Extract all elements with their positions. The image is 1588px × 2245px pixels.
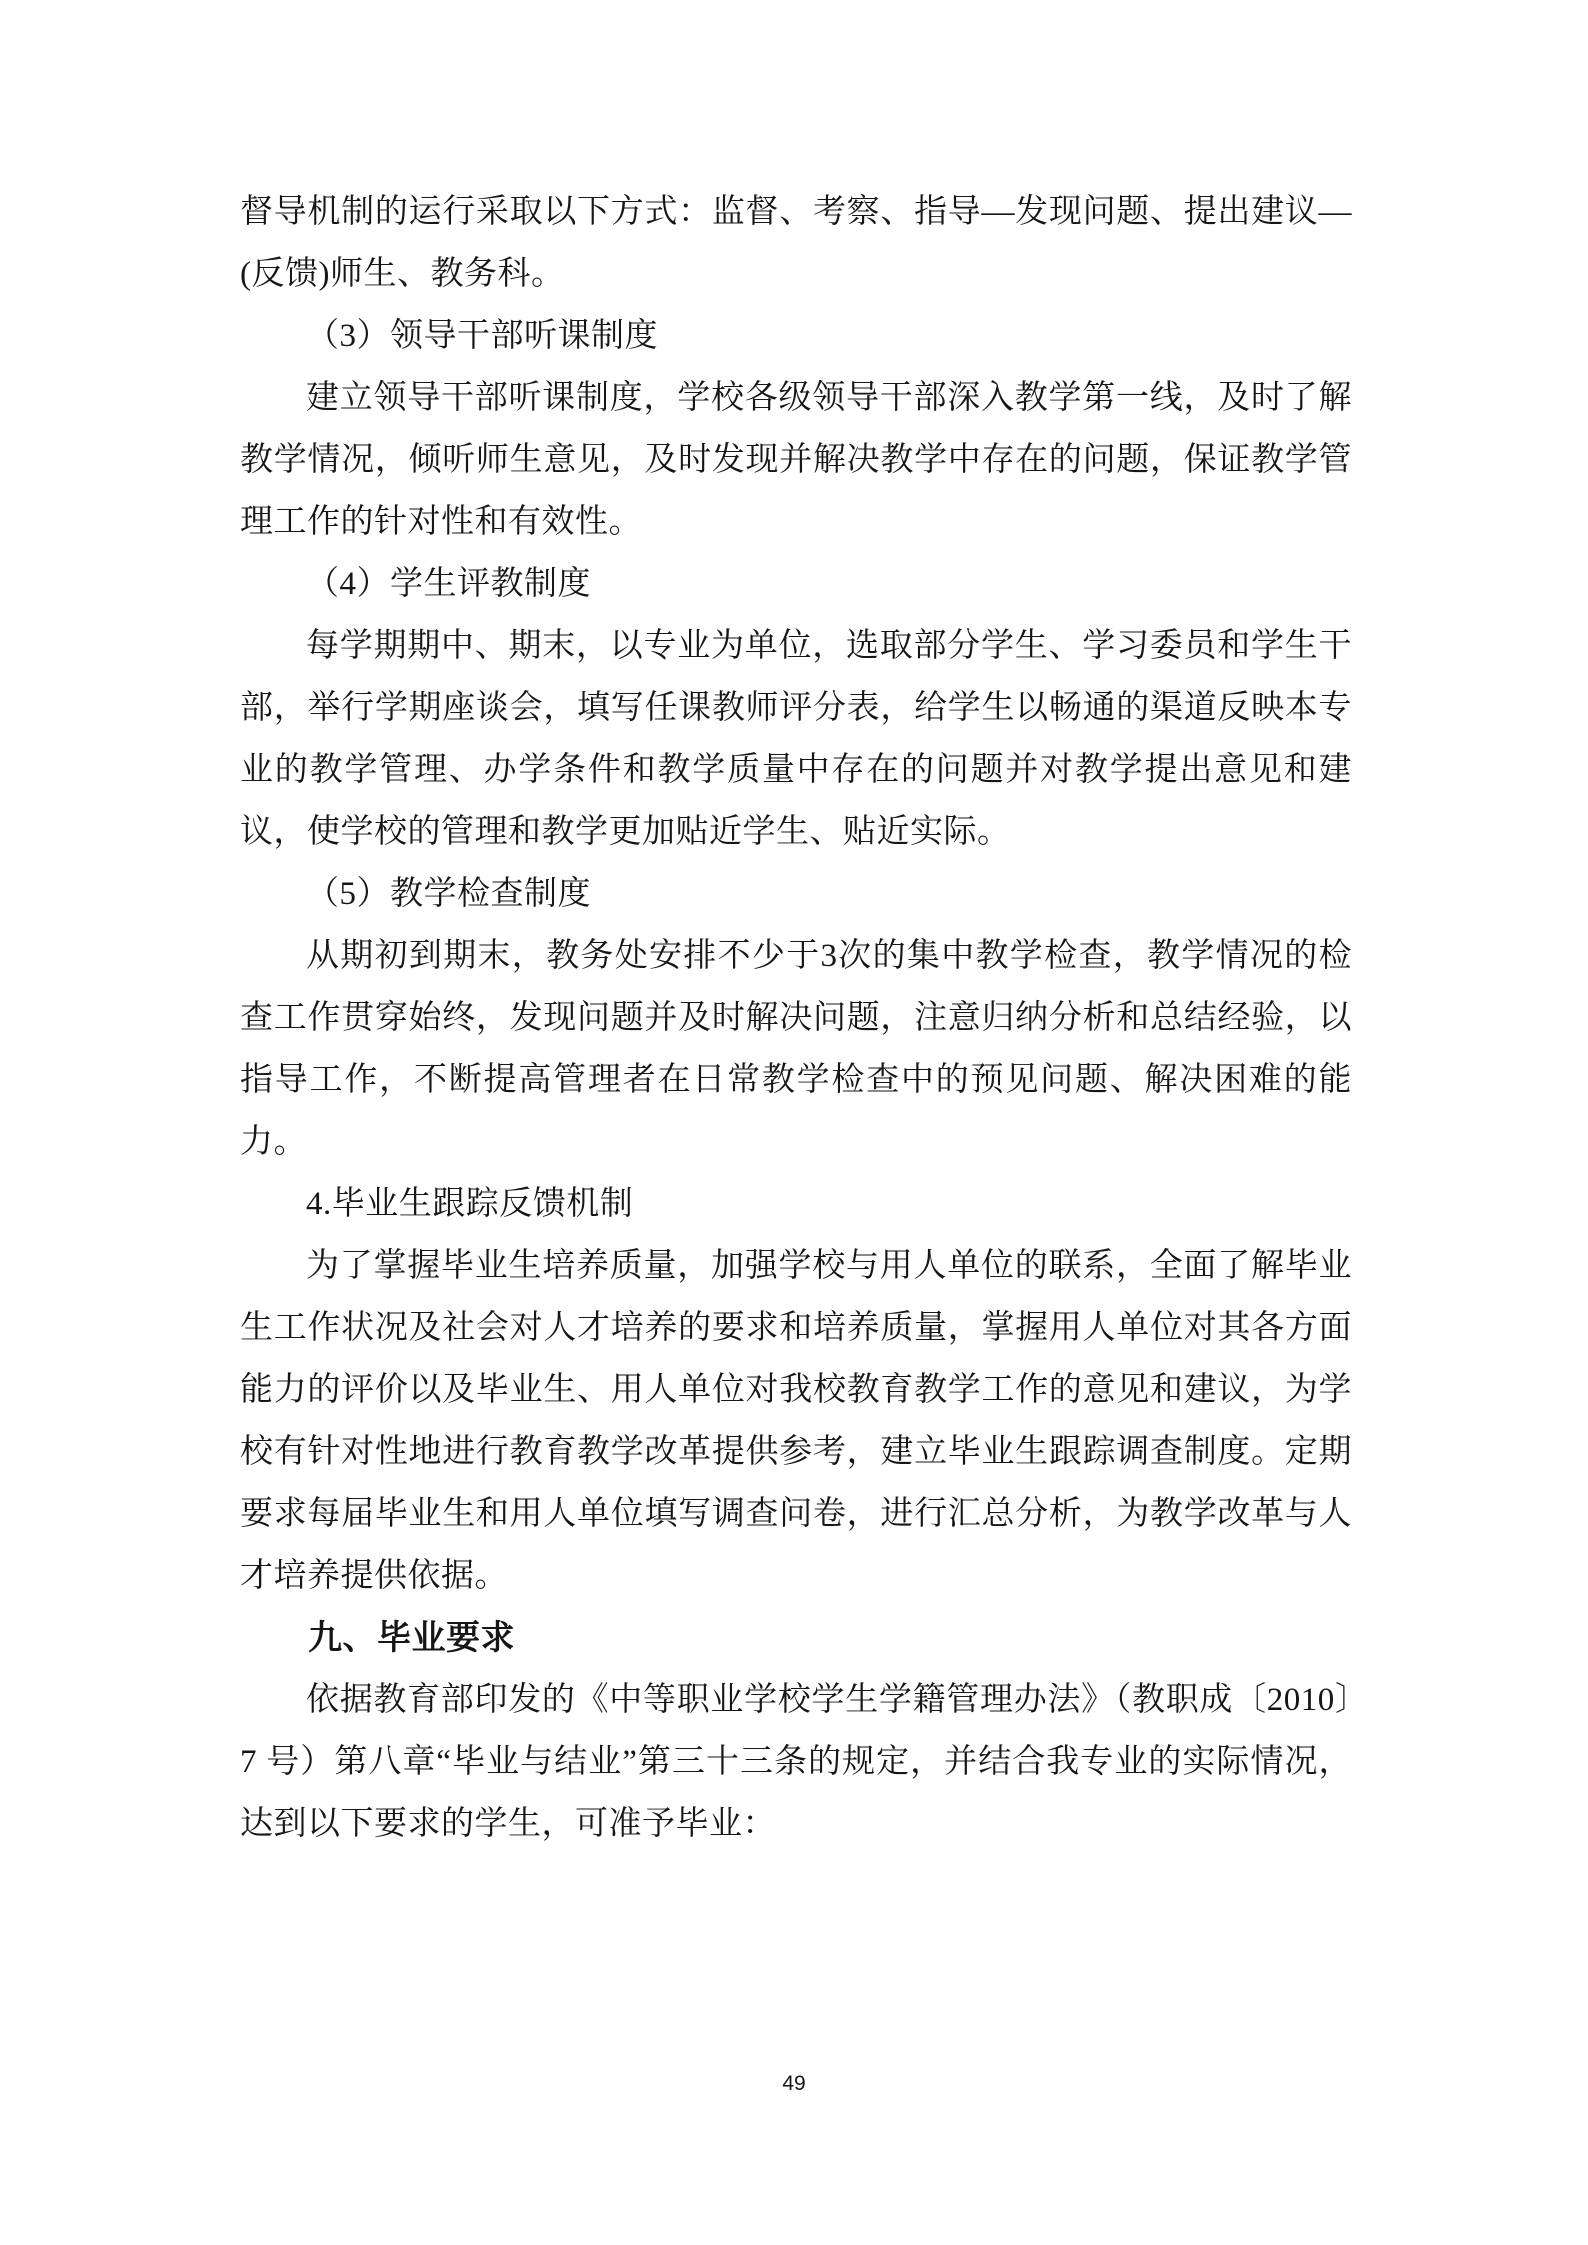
section-heading-graduation-requirements: 九、毕业要求: [308, 1619, 515, 1657]
paragraph-leader-listening: 建立领导干部听课制度，学校各级领导干部深入教学第一线，及时了解教学情况，倾听师生意见，及时发现并解决教学中存在的问题，保证教学管理工作的针对性和有效性。: [240, 380, 1352, 540]
paragraph-student-evaluation: 每学期期中、期末，以专业为单位，选取部分学生、学习委员和学生干部，举行学期座谈会，填写任课教师评分表，给学生以畅通的渠道反映本专业的教学管理、办学条件和教学质量中存在的问题并对教学提出意见和建议，使学校的管理和教学更加贴近学生、贴近实际。: [240, 628, 1352, 850]
subheading-5-teaching-inspection: （5）教学检查制度: [306, 876, 591, 912]
paragraph-teaching-inspection: 从期初到期末，教务处安排不少于3次的集中教学检查，教学情况的检查工作贯穿始终，发现问题并及时解决问题，注意归纳分析和总结经验，以指导工作，不断提高管理者在日常教学检查中的预见问题、解决困难的能力。: [240, 938, 1352, 1160]
paragraph-graduate-tracking: 为了掌握毕业生培养质量，加强学校与用人单位的联系，全面了解毕业生工作状况及社会对人才培养的要求和培养质量，掌握用人单位对其各方面能力的评价以及毕业生、用人单位对我校教育教学工作的意见和建议，为学校有针对性地进行教育教学改革提供参考，建立毕业生跟踪调查制度。定期要求每届毕业生和用人单位填写调查问卷，进行汇总分析，为教学改革与人才培养提供依据。: [240, 1248, 1352, 1594]
paragraph-graduation-requirements: 依据教育部印发的《中等职业学校学生学籍管理办法》（教职成〔2010〕7 号）第八章“毕业与结业”第三十三条的规定，并结合我专业的实际情况，达到以下要求的学生，可准予毕业：: [240, 1682, 1352, 1842]
paragraph-supervision-continued: 督导机制的运行采取以下方式：监督、考察、指导—发现问题、提出建议—(反馈)师生、教务科。: [240, 194, 1352, 292]
subheading-3-leader-listening: （3）领导干部听课制度: [306, 318, 658, 354]
page-number: 49: [782, 2072, 806, 2095]
page-content: [240, 181, 1352, 1855]
subheading-graduate-tracking: 4.毕业生跟踪反馈机制: [306, 1186, 634, 1222]
page-footer: [0, 2072, 1588, 2096]
subheading-4-student-evaluation: （4）学生评教制度: [306, 566, 591, 602]
